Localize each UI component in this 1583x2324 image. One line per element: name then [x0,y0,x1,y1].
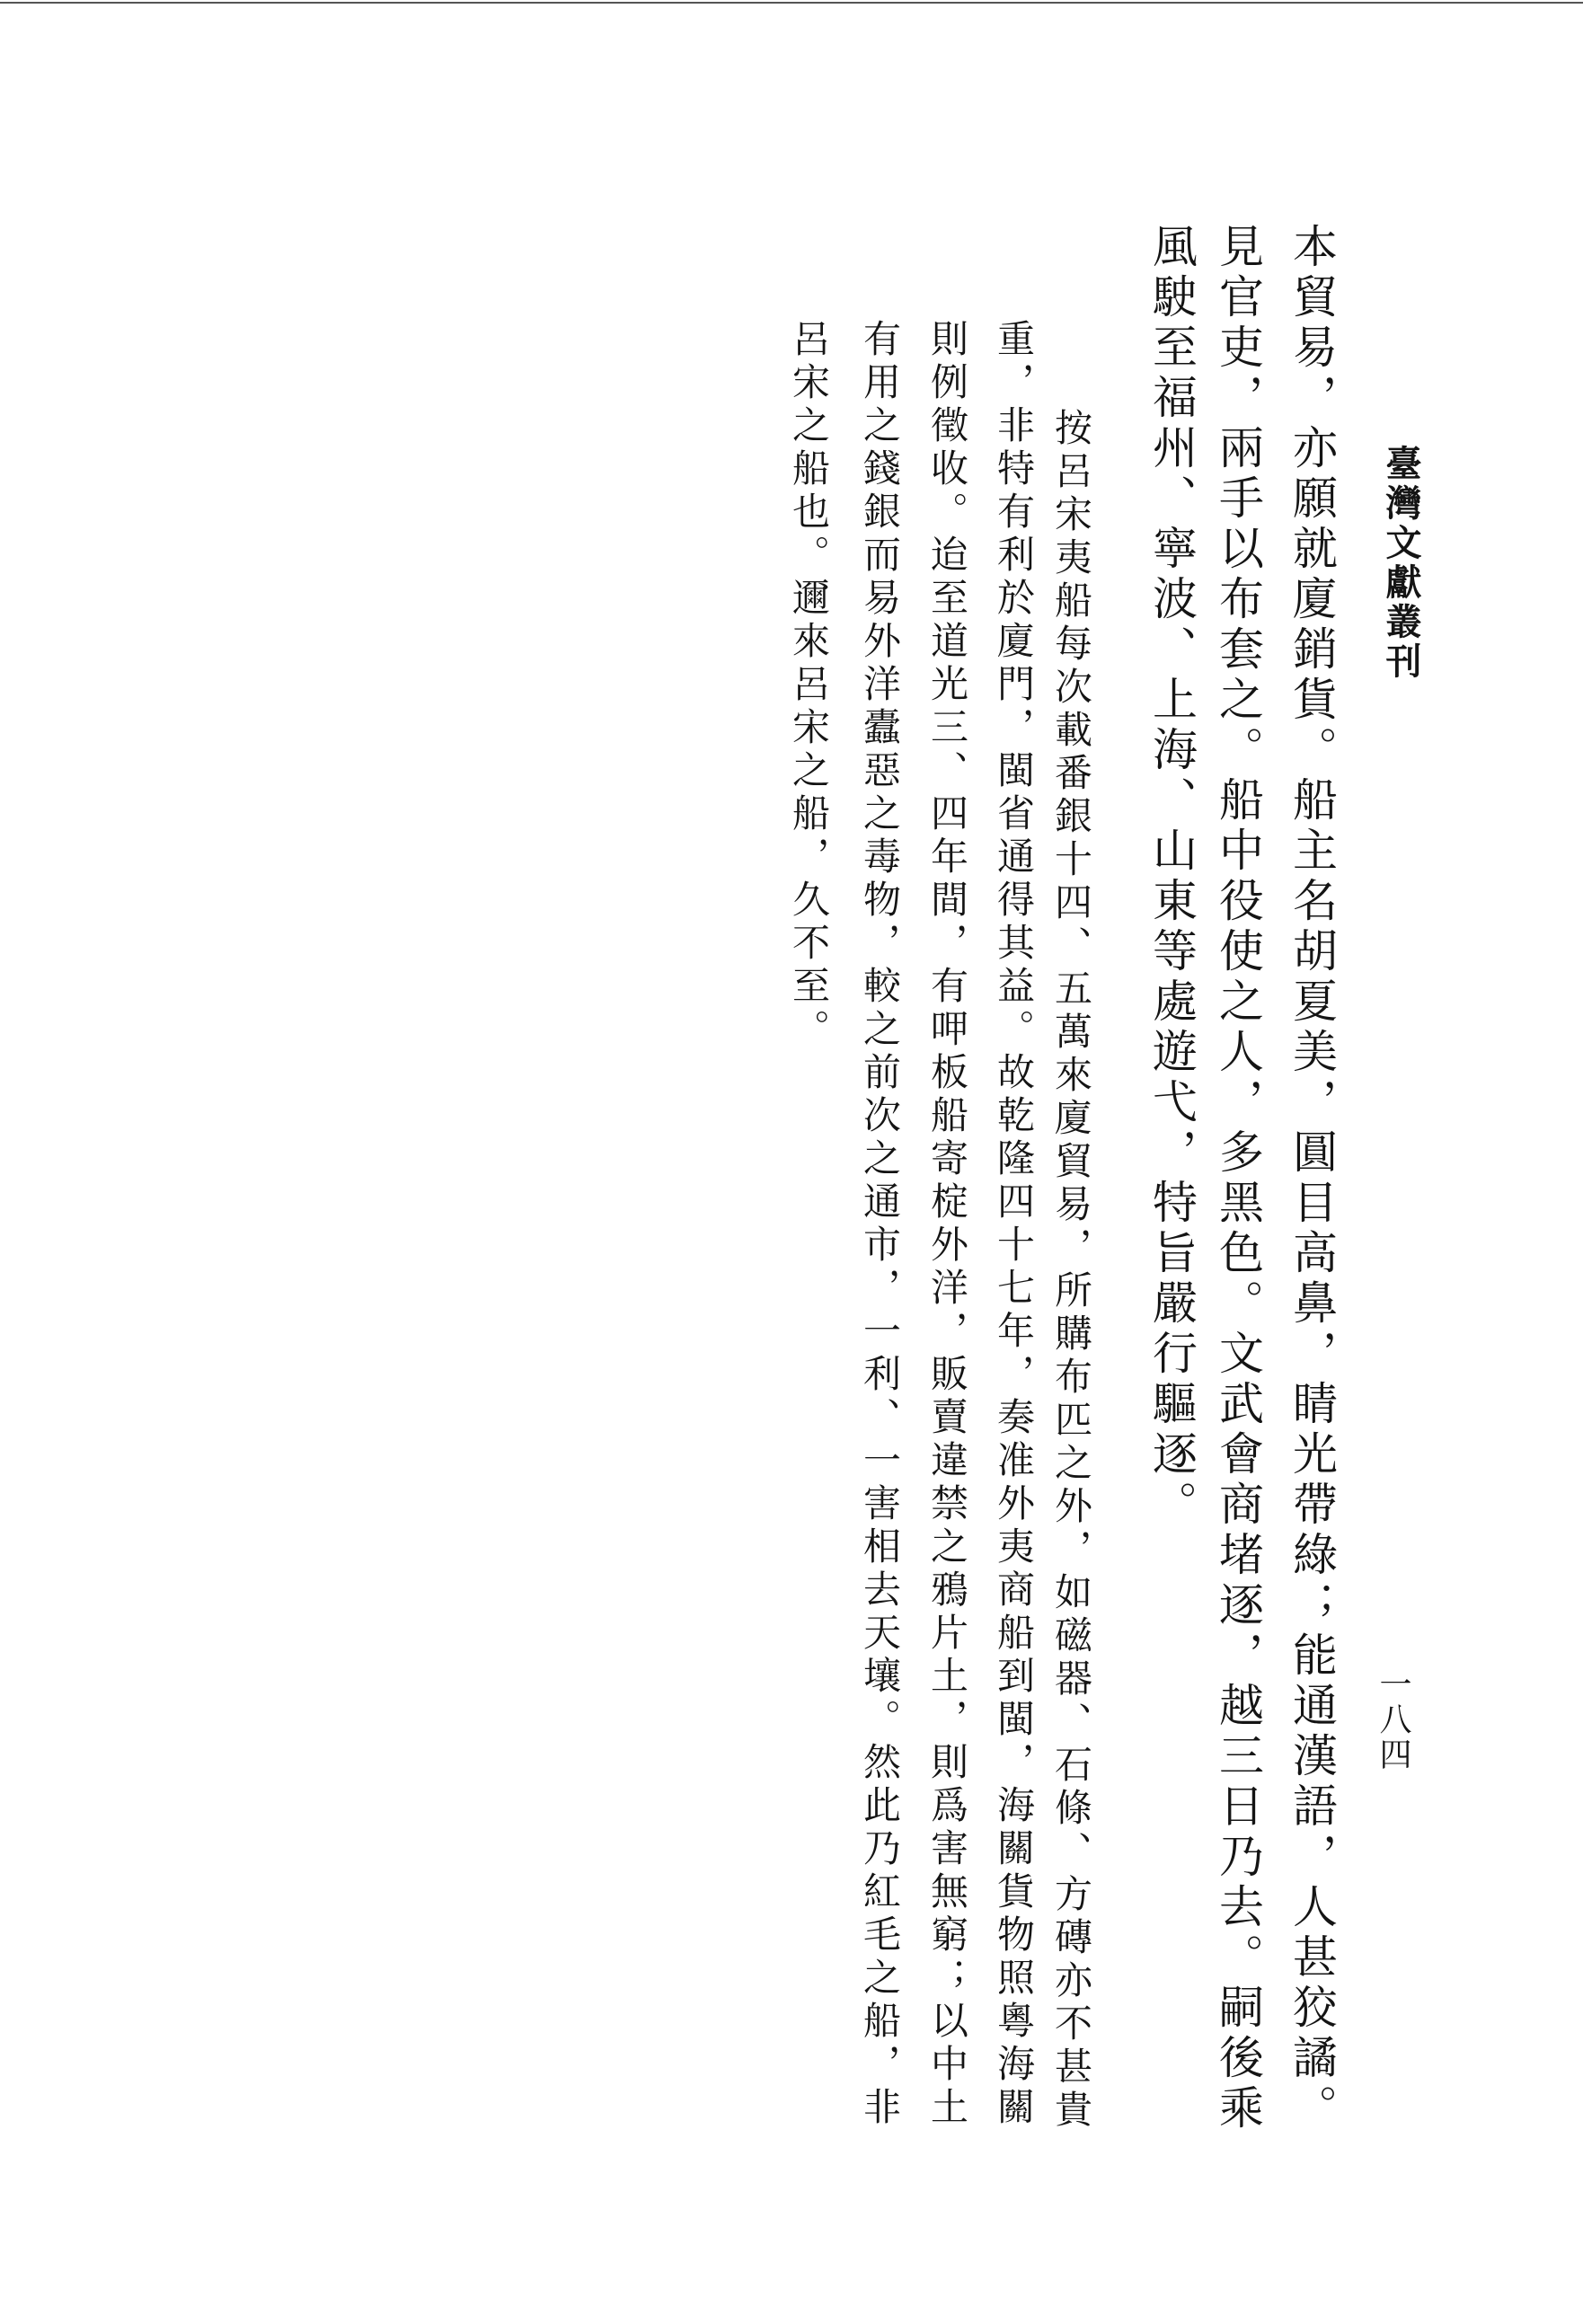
top-rule [0,2,1583,4]
page-number: 一八四 [1375,1667,1411,1772]
page-header-title: 臺灣文獻叢刊 [1381,445,1421,682]
note-text-column: 呂宋之船也。邇來呂宋之船，久不至。 [787,319,828,1052]
main-text-column: 見官吏，兩手以布套之。船中役使之人，多黑色。文武會商堵逐，越三日乃去。嗣後乘 [1213,223,1263,2134]
note-text-column: 則例徵收。迨至道光三、四年間，有呷板船寄椗外洋，販賣違禁之鴉片土，則爲害無窮；以中土 [925,319,967,2130]
main-text-column: 風駛至福州、寧波、上海、山東等處遊弋，特旨嚴行驅逐。 [1146,223,1197,1531]
main-text-column: 本貿易，亦願就廈銷貨。船主名胡夏美，圓目高鼻，睛光帶綠；能通漢語，人甚狡譎。 [1287,223,1337,2134]
note-text-column: 按呂宋夷船每次載番銀十四、五萬來廈貿易，所購布匹之外，如磁器、石條、方磚亦不甚貴 [1049,408,1091,2133]
note-text-column: 重，非特有利於廈門，閩省通得其益。故乾隆四十七年，奏准外夷商船到閩，海關貨物照粵海關 [992,319,1033,2130]
note-text-column: 有用之錢銀而易外洋蠹惡之毒物，較之前次之通市，一利、一害相去天壤。然此乃紅毛之船，非 [858,319,899,2130]
